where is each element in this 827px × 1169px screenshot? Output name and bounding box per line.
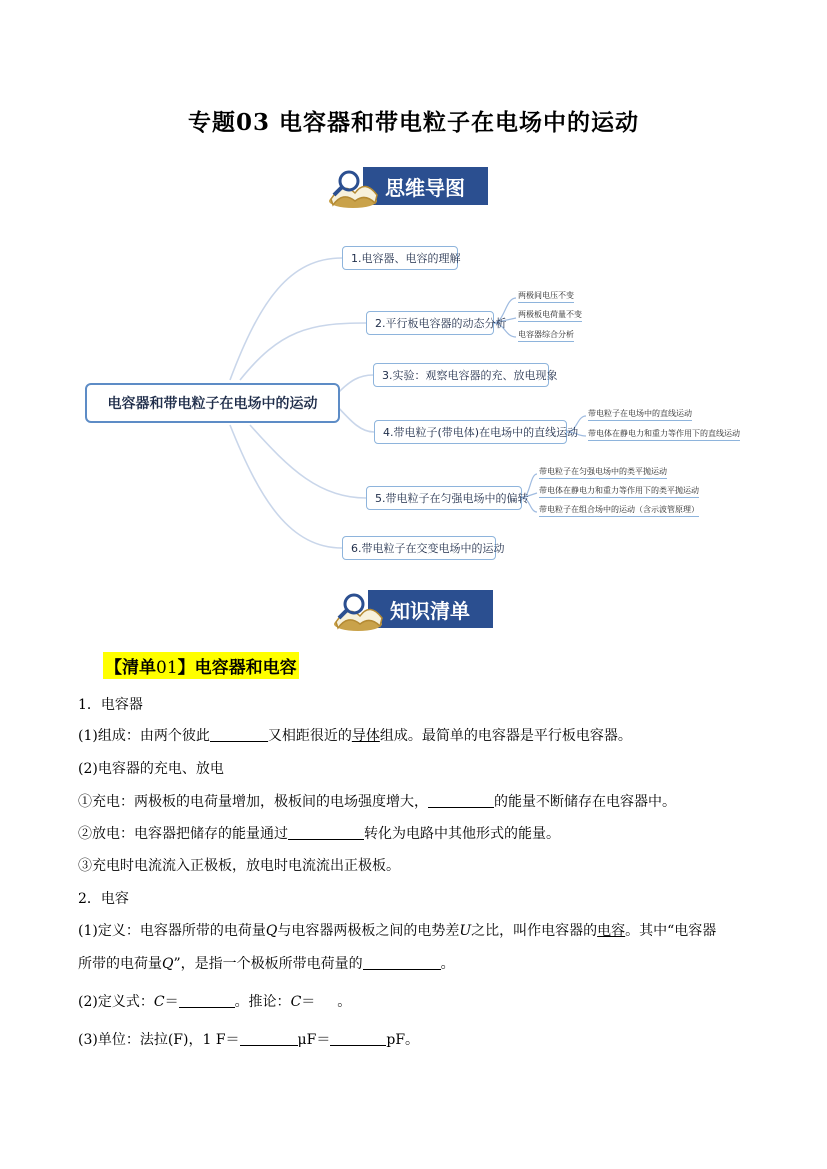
mindmap-central-node: 电容器和带电粒子在电场中的运动 bbox=[85, 383, 340, 423]
mindmap-branch-1: 1.电容器、电容的理解 bbox=[342, 246, 458, 270]
underlined-term: 电容 bbox=[597, 923, 626, 939]
text: μF＝ bbox=[297, 1032, 331, 1048]
symbol-u: U bbox=[459, 923, 472, 939]
book-icon bbox=[330, 588, 386, 634]
fill-blank bbox=[240, 1031, 298, 1046]
line-capacitor-heading: 1．电容器 bbox=[78, 697, 143, 713]
text: 的能量不断储存在电容器中。 bbox=[494, 794, 676, 810]
text: 。其中“电容器 bbox=[625, 923, 717, 939]
mindmap-branch-2: 2.平行板电容器的动态分析 bbox=[366, 311, 494, 335]
text: (1)组成：由两个彼此 bbox=[78, 728, 210, 744]
line-composition bbox=[78, 725, 632, 745]
symbol-q: Q bbox=[162, 956, 174, 972]
text: ②放电：电容器把储存的能量通过 bbox=[78, 826, 288, 842]
text: 与电容器两极板之间的电势差 bbox=[277, 923, 460, 939]
symbol-c: C bbox=[153, 994, 165, 1010]
text: ＝ bbox=[301, 994, 316, 1010]
line-discharging bbox=[78, 823, 560, 843]
text: 之比，叫作电容器的 bbox=[471, 923, 598, 939]
fill-blank bbox=[330, 1031, 386, 1046]
text: 转化为电路中其他形式的能量。 bbox=[364, 826, 560, 842]
line-definition bbox=[78, 920, 716, 940]
text: 。 bbox=[337, 994, 352, 1010]
knowledge-banner-label: 知识清单 bbox=[368, 590, 493, 628]
line-formula bbox=[78, 991, 351, 1011]
mindmap-leaf: 带电粒子在匀强电场中的类平抛运动 bbox=[539, 466, 667, 479]
line-charge-discharge: (2)电容器的充电、放电 bbox=[78, 761, 224, 777]
mindmap-leaf: 两极板电荷量不变 bbox=[518, 309, 582, 322]
text: 组成。最简单的电容器是平行板电容器。 bbox=[379, 728, 632, 744]
text: ＝ bbox=[164, 994, 179, 1010]
fill-blank bbox=[210, 727, 268, 742]
mindmap-leaf: 带电体在静电力和重力等作用下的直线运动 bbox=[588, 428, 740, 441]
knowledge-banner bbox=[330, 588, 495, 634]
mindmap-branch-4: 4.带电粒子(带电体)在电场中的直线运动 bbox=[374, 420, 567, 444]
section-heading-prefix: 【清单 bbox=[105, 658, 156, 678]
line-current-direction: ③充电时电流流入正极板，放电时电流流出正极板。 bbox=[78, 858, 400, 874]
text: (3)单位：法拉(F)，1 F＝ bbox=[78, 1032, 240, 1048]
symbol-q: Q bbox=[265, 923, 278, 939]
section-heading-number: 01 bbox=[156, 658, 178, 678]
mindmap-leaf: 带电粒子在电场中的直线运动 bbox=[588, 408, 692, 421]
text: ①充电：两极板的电荷量增加，极板间的电场强度增大， bbox=[78, 794, 428, 810]
section-heading-title: 】电容器和电容 bbox=[177, 658, 297, 678]
mindmap-leaf: 两极间电压不变 bbox=[518, 290, 574, 303]
mindmap-leaf: 带电粒子在组合场中的运动（含示波管原理） bbox=[539, 504, 699, 517]
line-definition-cont bbox=[78, 953, 455, 973]
page-title: 专题03 电容器和带电粒子在电场中的运动 bbox=[187, 109, 639, 136]
symbol-c: C bbox=[290, 994, 302, 1010]
text: (2)定义式： bbox=[78, 994, 154, 1010]
fill-blank bbox=[428, 793, 494, 808]
fill-blank bbox=[288, 825, 364, 840]
line-unit bbox=[78, 1029, 419, 1049]
mindmap-branch-3: 3.实验：观察电容器的充、放电现象 bbox=[373, 363, 549, 387]
underlined-term: 导体 bbox=[351, 728, 380, 744]
text: 。推论： bbox=[234, 994, 291, 1010]
mindmap-leaf: 电容器综合分析 bbox=[518, 329, 574, 342]
mindmap-leaf: 带电体在静电力和重力等作用下的类平抛运动 bbox=[539, 485, 699, 498]
fill-blank bbox=[363, 955, 441, 970]
line-charging bbox=[78, 791, 676, 811]
text: 又相距很近的 bbox=[267, 728, 352, 744]
mindmap-banner-label: 思维导图 bbox=[363, 167, 488, 205]
text: (1)定义：电容器所带的电荷量 bbox=[78, 923, 266, 939]
mindmap-branch-5: 5.带电粒子在匀强电场中的偏转 bbox=[366, 486, 522, 510]
fill-blank bbox=[179, 993, 235, 1008]
text: 。 bbox=[440, 956, 455, 972]
text: ”，是指一个极板所带电荷量的 bbox=[173, 956, 363, 972]
line-capacitance-heading: 2．电容 bbox=[78, 891, 129, 907]
section-heading bbox=[103, 652, 299, 679]
text: pF。 bbox=[386, 1032, 420, 1048]
mindmap-branch-6: 6.带电粒子在交变电场中的运动 bbox=[342, 536, 496, 560]
text: 所带的电荷量 bbox=[78, 956, 162, 972]
